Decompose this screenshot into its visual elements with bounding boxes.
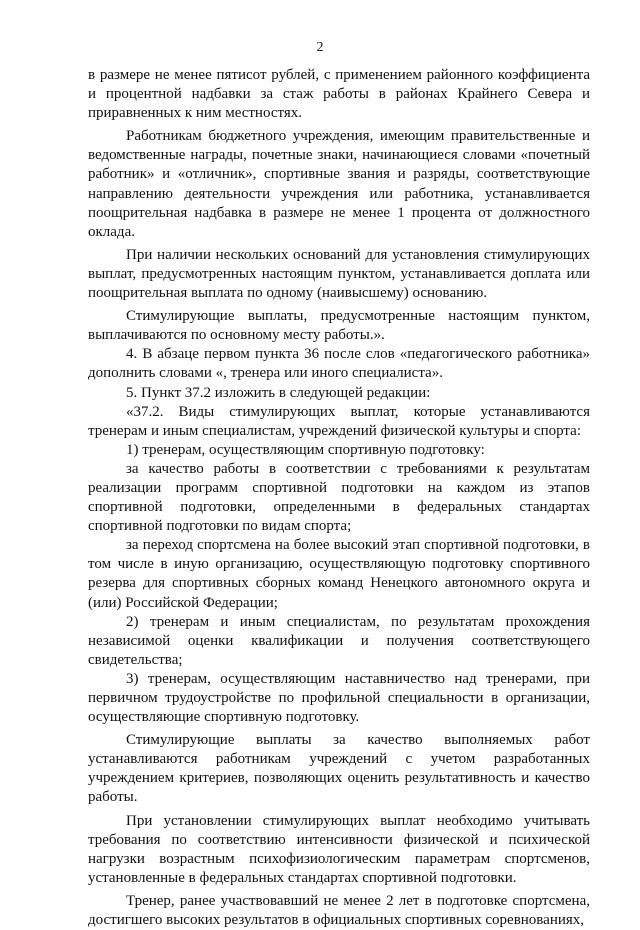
- paragraph-trainer-results: Тренер, ранее участвовавший не менее 2 лет в подготовке спортсмена, достигшего высоких результатов в официальных спортивных соревнованиях,: [88, 892, 590, 929]
- paragraph-item-5: 5. Пункт 37.2 изложить в следующей редакции:: [126, 384, 431, 401]
- paragraph-list-3: 3) тренерам, осуществляющим наставничество над тренерами, при первичном трудоустройстве по профильной специальности в организации, осуществляющие спортивную подготовку.: [88, 670, 590, 726]
- paragraph-37-2: «37.2. Виды стимулирующих выплат, которые устанавливаются тренерам и иным специалистам, учреждений физической культуры и спорта:: [88, 403, 590, 439]
- paragraph-stage-transition: за переход спортсмена на более высокий этап спортивной подготовки, в том числе в иную организацию, осуществляющую подготовку спортивного резерва для спортивных сборных команд Ненецкого автономного округа и (или) Российской Федерации;: [88, 537, 590, 611]
- page-number: 2: [316, 40, 324, 55]
- document-body: [88, 66, 590, 930]
- paragraph-load-requirements: При установлении стимулирующих выплат необходимо учитывать требования по соответствию интенсивности физической и психической нагрузки возрастным психофизиологическим параметрам спортсменов, установленные в федеральных стандартах спортивной подготовки.: [88, 812, 590, 886]
- paragraph-quality-work: за качество работы в соответствии с требованиями к результатам реализации программ спортивной подготовки на каждом из этапов спортивной подготовки, определенными в федеральных стандартах спортивной подготовки по видам спорта;: [88, 460, 590, 535]
- paragraph-continuation: в размере не менее пятисот рублей, с применением районного коэффициента и процентной надбавки за стаж работы в районах Крайнего Севера и приравненных к ним местностях.: [88, 67, 590, 122]
- paragraph-item-4: 4. В абзаце первом пункта 36 после слов «педагогического работника» дополнить словами «, тренера или иного специалиста».: [88, 346, 590, 382]
- paragraph-main-workplace: Стимулирующие выплаты, предусмотренные настоящим пунктом, выплачиваются по основному месту работы.».: [88, 308, 590, 344]
- paragraph-quality-criteria: Стимулирующие выплаты за качество выполняемых работ устанавливаются работникам учреждений с учетом разработанных учреждением критериев, позволяющих оценить результативность и качество работы.: [88, 732, 590, 806]
- paragraph-list-2: 2) тренерам и иным специалистам, по результатам прохождения независимой оценки квалификации и получения соответствующего свидетельства;: [88, 613, 590, 668]
- paragraph-awards-bonus: Работникам бюджетного учреждения, имеющим правительственные и ведомственные награды, почетные знаки, начинающиеся словами «почетный работник» и «отличник», спортивные звания и разряды, соответствующие направлению деятельности учреждения или работника, устанавливается поощрительная надбавка в размере не менее 1 процента от должностного оклада.: [88, 128, 590, 240]
- paragraph-list-1: 1) тренерам, осуществляющим спортивную подготовку:: [126, 441, 485, 458]
- paragraph-multiple-grounds: При наличии нескольких оснований для установления стимулирующих выплат, предусмотренных настоящим пунктом, устанавливается доплата или поощрительная выплата по одному (наивысшему) основанию.: [88, 246, 590, 302]
